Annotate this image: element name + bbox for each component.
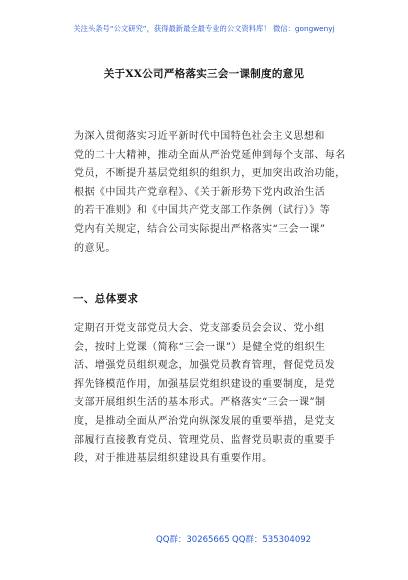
- body-line: 会，按时上党课（简称“三会一课”）是健全党的组织生: [74, 341, 326, 353]
- body-line: 段，对于推进基层组织建设具有重要作用。: [74, 453, 273, 465]
- body-line: 部履行直接教育党员、管理党员、监督党员职责的重要手: [74, 434, 336, 446]
- intro-line: 党员，不断提升基层党组织的组织力，更加突出政治功能，: [74, 168, 346, 180]
- intro-line: 党的二十大精神，推动全面从严治党延伸到每个支部、每名: [74, 149, 346, 161]
- intro-paragraph: [74, 128, 348, 258]
- section-heading: 一、总体要求: [73, 293, 139, 305]
- body-paragraph: [74, 320, 348, 469]
- body-line: 定期召开党支部党员大会、党支部委员会会议、党小组: [74, 323, 325, 334]
- intro-line: 的意见。: [74, 242, 116, 254]
- intro-line: 根据《中国共产党章程》、《关于新形势下党内政治生活: [74, 186, 326, 198]
- intro-line: 党内有关规定，结合公司实际提出严格落实“三会一课”: [74, 223, 326, 235]
- body-line: 度，是推动全面从严治党向纵深发展的重要举措，是党支: [74, 415, 336, 427]
- document-title: 关于XX公司严格落实三会一课制度的意见: [103, 68, 305, 80]
- body-line: 活、增强党员组织观念，加强党员教育管理，督促党员发: [74, 360, 336, 372]
- body-line: 挥先锋模范作用，加强基层党组织建设的重要制度，是党: [74, 378, 336, 390]
- intro-line: 为深入贯彻落实习近平新时代中国特色社会主义思想和: [74, 131, 325, 142]
- intro-line: 的若干准则》和《中国共产党支部工作条例（试行）》等: [74, 205, 331, 217]
- footer-qq-group-left: QQ群：30265665: [156, 535, 230, 545]
- footer-qq-group-right: QQ群：535304092: [232, 535, 312, 545]
- body-line: 支部开展组织生活的基本形式。严格落实“三会一课”制: [74, 397, 326, 409]
- header-banner: 关注头条号“公文研究”，获得最新最全最专业的公文资料库！ 微信：gongwenyj: [73, 24, 335, 33]
